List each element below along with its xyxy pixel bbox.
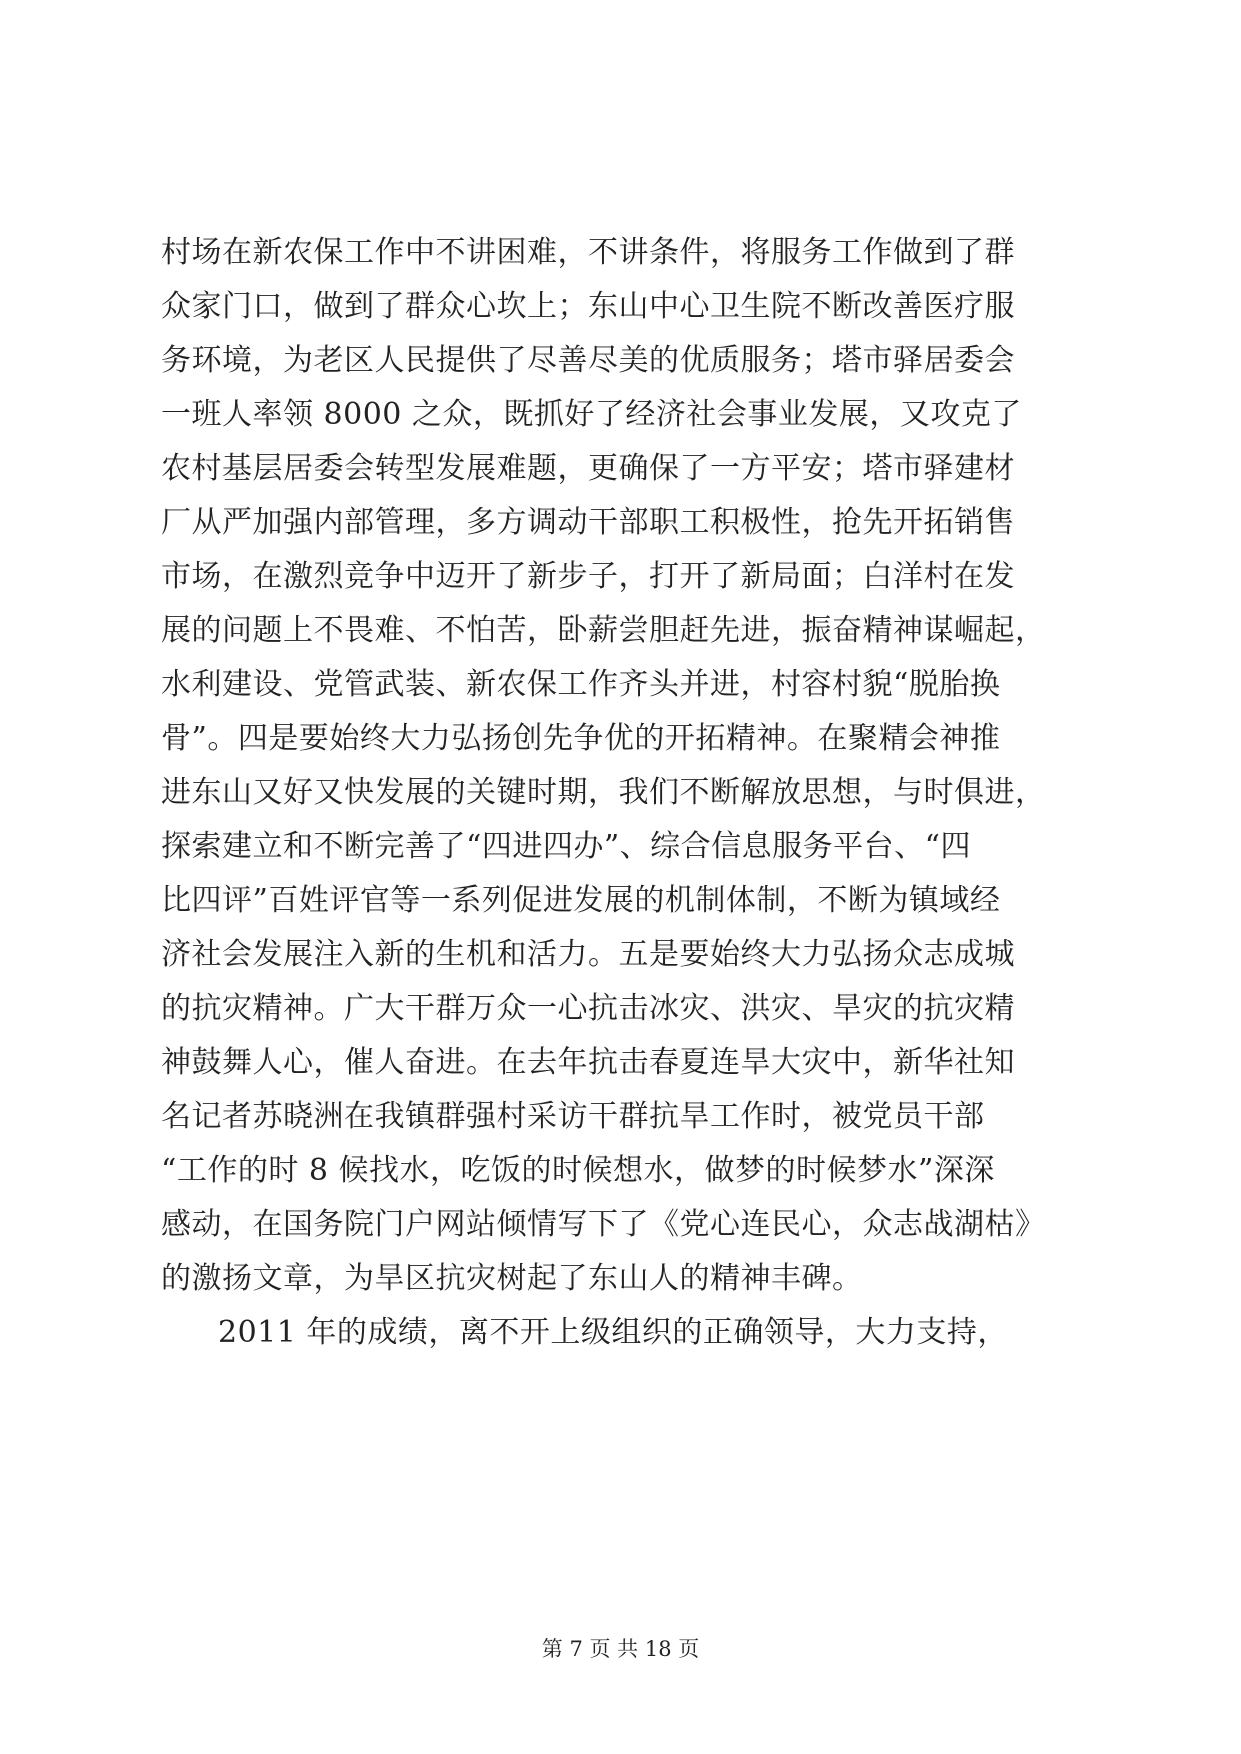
- text-line: 的抗灾精神。广大干群万众一心抗击冰灾、洪灾、旱灾的抗灾精: [161, 991, 1015, 1026]
- text-line: 一班人率领 8000 之众，既抓好了经济社会事业发展，又攻克了: [161, 397, 1022, 432]
- text-line: 名记者苏晓洲在我镇群强村采访干群抗旱工作时，被党员干部: [161, 1099, 985, 1134]
- text-line: 农村基层居委会转型发展难题，更确保了一方平安；塔市驿建材: [161, 451, 1015, 486]
- text-line: 展的问题上不畏难、不怕苦，卧薪尝胆赶先进，振奋精神谋崛起，: [161, 613, 1046, 648]
- text-line: 厂从严加强内部管理，多方调动干部职工积极性，抢先开拓销售: [161, 505, 1015, 540]
- text-line: 众家门口，做到了群众心坎上；东山中心卫生院不断改善医疗服: [161, 289, 1015, 324]
- text-line: 神鼓舞人心，催人奋进。在去年抗击春夏连旱大灾中，新华社知: [161, 1045, 1015, 1080]
- text-line: 务环境，为老区人民提供了尽善尽美的优质服务；塔市驿居委会: [161, 343, 1015, 378]
- text-line: 探索建立和不断完善了“四进四办”、综合信息服务平台、“四: [161, 829, 972, 864]
- text-line: 骨”。四是要始终大力弘扬创先争优的开拓精神。在聚精会神推: [161, 721, 1001, 756]
- text-line: 市场，在激烈竞争中迈开了新步子，打开了新局面；白洋村在发: [161, 559, 1015, 594]
- text-line: 进东山又好又快发展的关键时期，我们不断解放思想，与时俱进，: [161, 775, 1046, 810]
- text-line: 感动，在国务院门户网站倾情写下了《党心连民心，众志战湖枯》: [161, 1207, 1046, 1242]
- text-line: 水利建设、党管武装、新农保工作齐头并进，村容村貌“脱胎换: [161, 667, 1001, 702]
- text-line: 比四评”百姓评官等一系列促进发展的机制体制，不断为镇域经: [161, 883, 1001, 918]
- text-line: “工作的时 8 候找水，吃饭的时候想水，做梦的时候梦水”深深: [161, 1153, 995, 1188]
- text-line: 的激扬文章，为旱区抗灾树起了东山人的精神丰碑。: [161, 1261, 863, 1296]
- text-line: 济社会发展注入新的生机和活力。五是要始终大力弘扬众志成城: [161, 937, 1015, 972]
- text-line: 村场在新农保工作中不讲困难，不讲条件，将服务工作做到了群: [161, 235, 1015, 270]
- paragraph-start-line: 2011 年的成绩，离不开上级组织的正确领导，大力支持，: [218, 1315, 1008, 1350]
- body-text: [161, 226, 1086, 1360]
- page-number-footer: 第 7 页 共 18 页: [541, 1637, 700, 1661]
